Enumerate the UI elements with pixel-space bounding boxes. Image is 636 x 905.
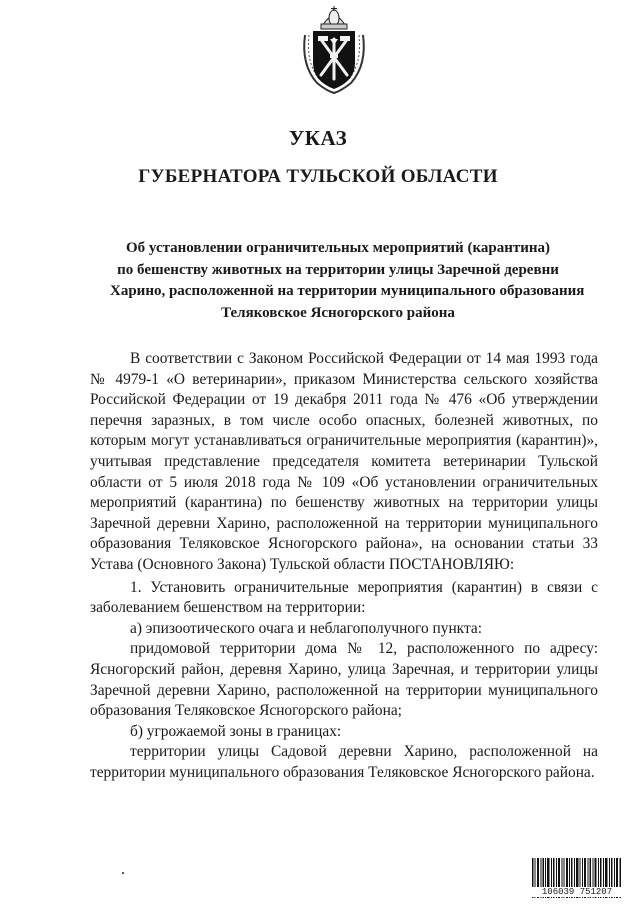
tula-region-coat-of-arms-icon [297,5,371,95]
subject-line: Теляковское Ясногорского района [221,304,455,321]
subject-line: Об установлении ограничительных мероприятий (карантина) [125,240,550,256]
document-subject [110,238,585,324]
barcode-number: 106039 751207 [532,887,622,897]
subject-line: по бешенству животных на территории улицы Заречной деревни [117,261,559,278]
preamble-paragraph: В соответствии с Законом Российской Федерации от 14 мая 1993 года № 4979-1 «О ветеринарии», приказом Министерства сельского хозяйства Российской Федерации от 19 декабря 2011 года № 476 «Об утверждении перечня заразных, в том числе особо опасных, болезней животных, по которым могут устанавливаться ограничительные мероприятия (карантин)», учитывая представление председателя комитета ветеринарии Тульской области от 5 июля 2018 года № 109 «Об установлении ограничительных мероприятий (карантина) по бешенству животных на территории улицы Заречной деревни Харино, расположенной на территории муниципального образования Теляковское Ясногорского района», на основании статьи 33 Устава (Основного Закона) Тульской области ПОСТАНОВЛЯЮ: [90,350,598,573]
document-body [90,349,598,783]
scan-speck [122,872,124,874]
clause-1b-heading: б) угрожаемой зоны в границах: [130,722,342,740]
clause-1a-text: придомовой территории дома № 12, расположенного по адресу: Ясногорский район, деревня Харино, улица Заречная, и территории улицы Заречной деревни Харино, расположенной на территории муниципального образования Теляковское Ясногорского района; [90,640,598,720]
clause-1b-text: территории улицы Садовой деревни Харино, расположенной на территории муниципального образования Теляковское Ясногорского района. [90,743,598,781]
clause-1: 1. Установить ограничительные мероприятия (карантин) в связи с заболеванием бешенством на территории: [90,578,598,617]
subject-line: Харино, расположенной на территории муниципального образования [110,283,585,299]
clause-1a-heading: а) эпизоотического очага и неблагополучного пункта: [130,619,482,637]
document-title: УКАЗ [288,126,348,150]
document-subtitle: ГУБЕРНАТОРА ТУЛЬСКОЙ ОБЛАСТИ [138,166,498,187]
